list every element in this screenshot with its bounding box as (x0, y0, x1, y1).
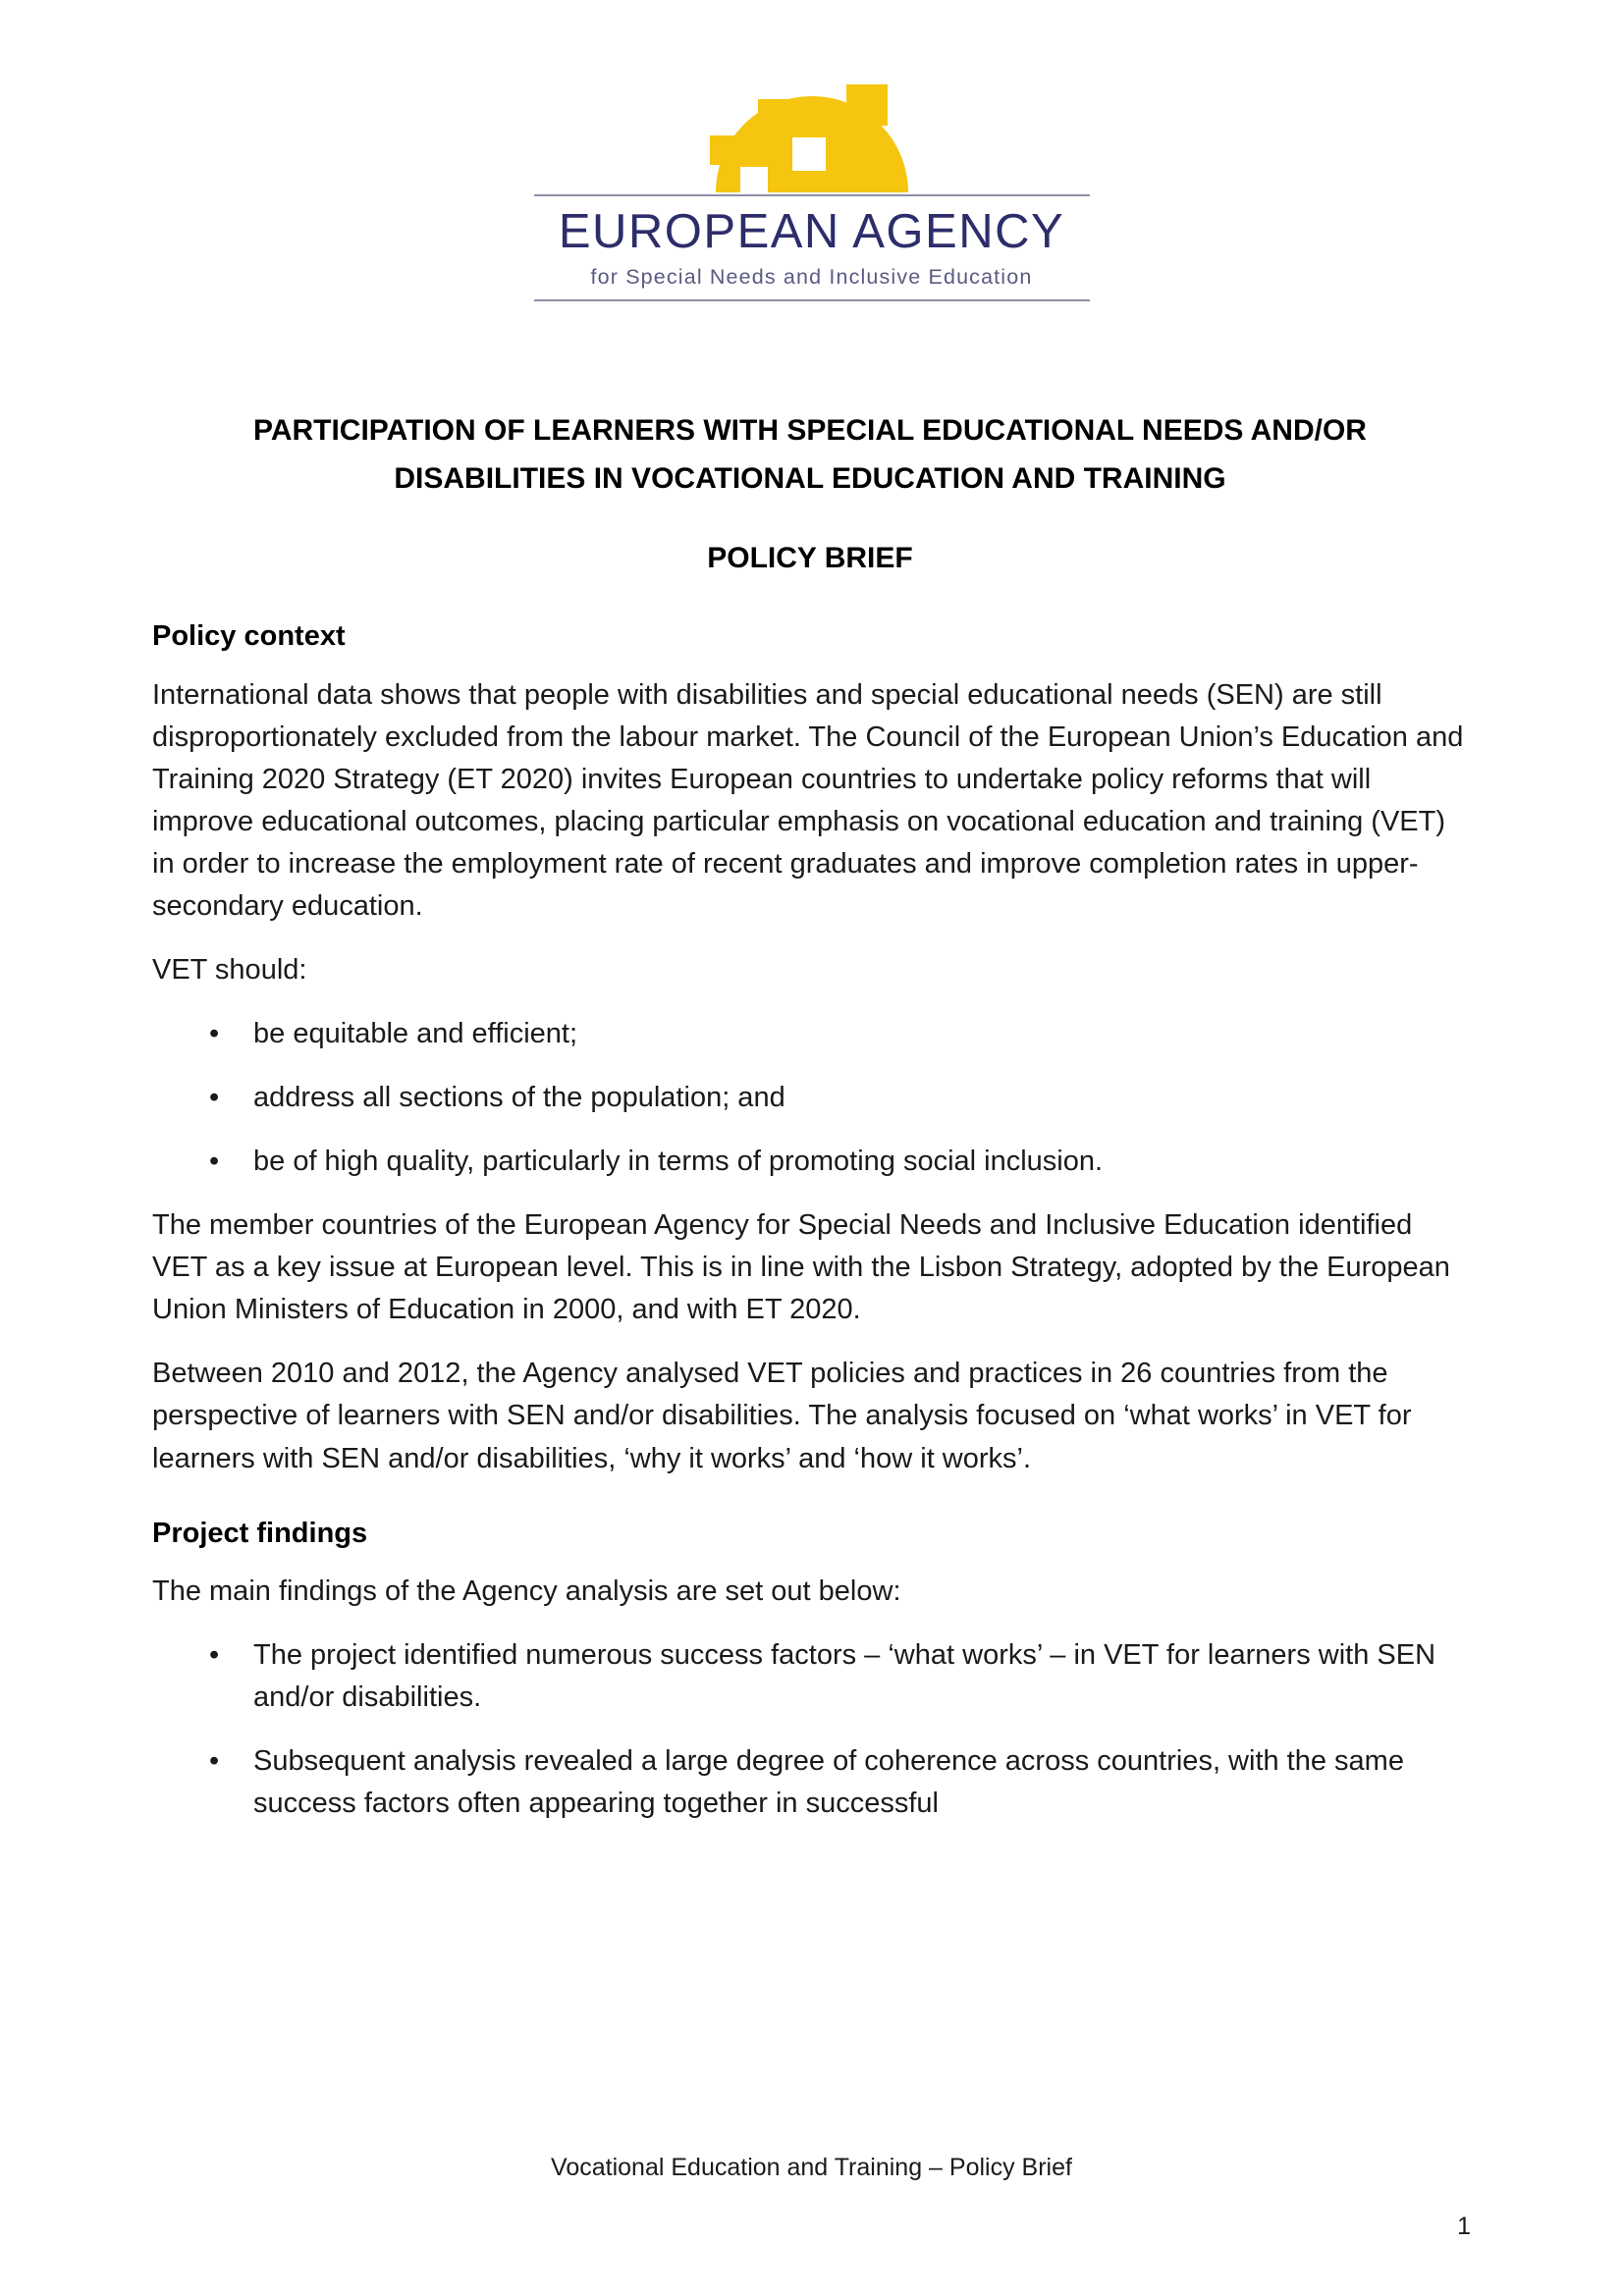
logo-divider-bottom (534, 299, 1090, 301)
page-subtitle (152, 538, 1468, 580)
paragraph-policy-context-3: Between 2010 and 2012, the Agency analysed VET policies and practices in 26 countries from the perspective of learners with SEN and/or disabilities. The analysis focused on ‘what works’ in VET for learners with SEN and/or disabilities, ‘why it works’ and ‘how it works’. (152, 1358, 1412, 1474)
logo-tagline: for Special Needs and Inclusive Education (590, 264, 1033, 289)
agency-dome-logo-icon (665, 77, 959, 192)
bullet-icon: • (209, 1745, 220, 1778)
bullet-icon: • (209, 1018, 220, 1050)
list-item-label: be equitable and efficient; (253, 1018, 578, 1050)
list-vet-should (152, 1013, 1473, 1183)
heading-project-findings: Project findings (152, 1517, 368, 1549)
page-title-line-2: DISABILITIES IN VOCATIONAL EDUCATION AND TRAINING (394, 462, 1226, 495)
page-title-line-2-wrap (152, 458, 1468, 501)
page-title-line-1: PARTICIPATION OF LEARNERS WITH SPECIAL EDUCATIONAL NEEDS AND/OR (253, 414, 1367, 447)
paragraph-vet-should-lead-in: VET should: (152, 953, 307, 986)
list-item (152, 1740, 1473, 1825)
list-item-label: be of high quality, particularly in terms of promoting social inclusion. (253, 1146, 1104, 1178)
document-body (152, 616, 1473, 1847)
paragraph-policy-context-2: The member countries of the European Agency for Special Needs and Inclusive Education identified VET as a key issue at European level. This is in line with the Lisbon Strategy, adopted by the European Union Ministers of Education in 2000, and with ET 2020. (152, 1209, 1450, 1326)
paragraph-project-findings-lead-in: The main findings of the Agency analysis are set out below: (152, 1575, 901, 1608)
page-footer (0, 2152, 1623, 2184)
page-number (1457, 2211, 1471, 2243)
agency-logo (0, 77, 1623, 301)
list-item-label: Subsequent analysis revealed a large degree of coherence across countries, with the same success factors often appearing together in successful (253, 1745, 1404, 1820)
page-footer-text: Vocational Education and Training – Policy Brief (551, 2154, 1072, 2181)
page-number-value: 1 (1457, 2213, 1471, 2240)
list-item (152, 1077, 1473, 1119)
logo-wordmark: EUROPEAN AGENCY (558, 205, 1065, 258)
list-project-findings (152, 1634, 1473, 1825)
bullet-icon: • (209, 1146, 220, 1178)
list-item (152, 1634, 1473, 1719)
bullet-icon: • (209, 1639, 220, 1672)
list-item-label: The project identified numerous success factors – ‘what works’ – in VET for learners with SEN and/or disabilities. (253, 1639, 1436, 1714)
list-item (152, 1013, 1473, 1055)
list-item (152, 1141, 1473, 1183)
heading-policy-context: Policy context (152, 620, 346, 652)
page-subtitle-text: POLICY BRIEF (707, 542, 913, 574)
page-title (152, 410, 1468, 453)
list-item-label: address all sections of the population; and (253, 1082, 785, 1114)
bullet-icon: • (209, 1082, 220, 1114)
paragraph-policy-context-1: International data shows that people with disabilities and special educational needs (SEN) are still disproportionately excluded from the labour market. The Council of the European Union’s Education and Training 2020 Strategy (ET 2020) invites European countries to undertake policy reforms that will improve educational outcomes, placing particular emphasis on vocational education and training (VET) in order to increase the employment rate of recent graduates and improve completion rates in upper-secondary education. (152, 678, 1464, 922)
